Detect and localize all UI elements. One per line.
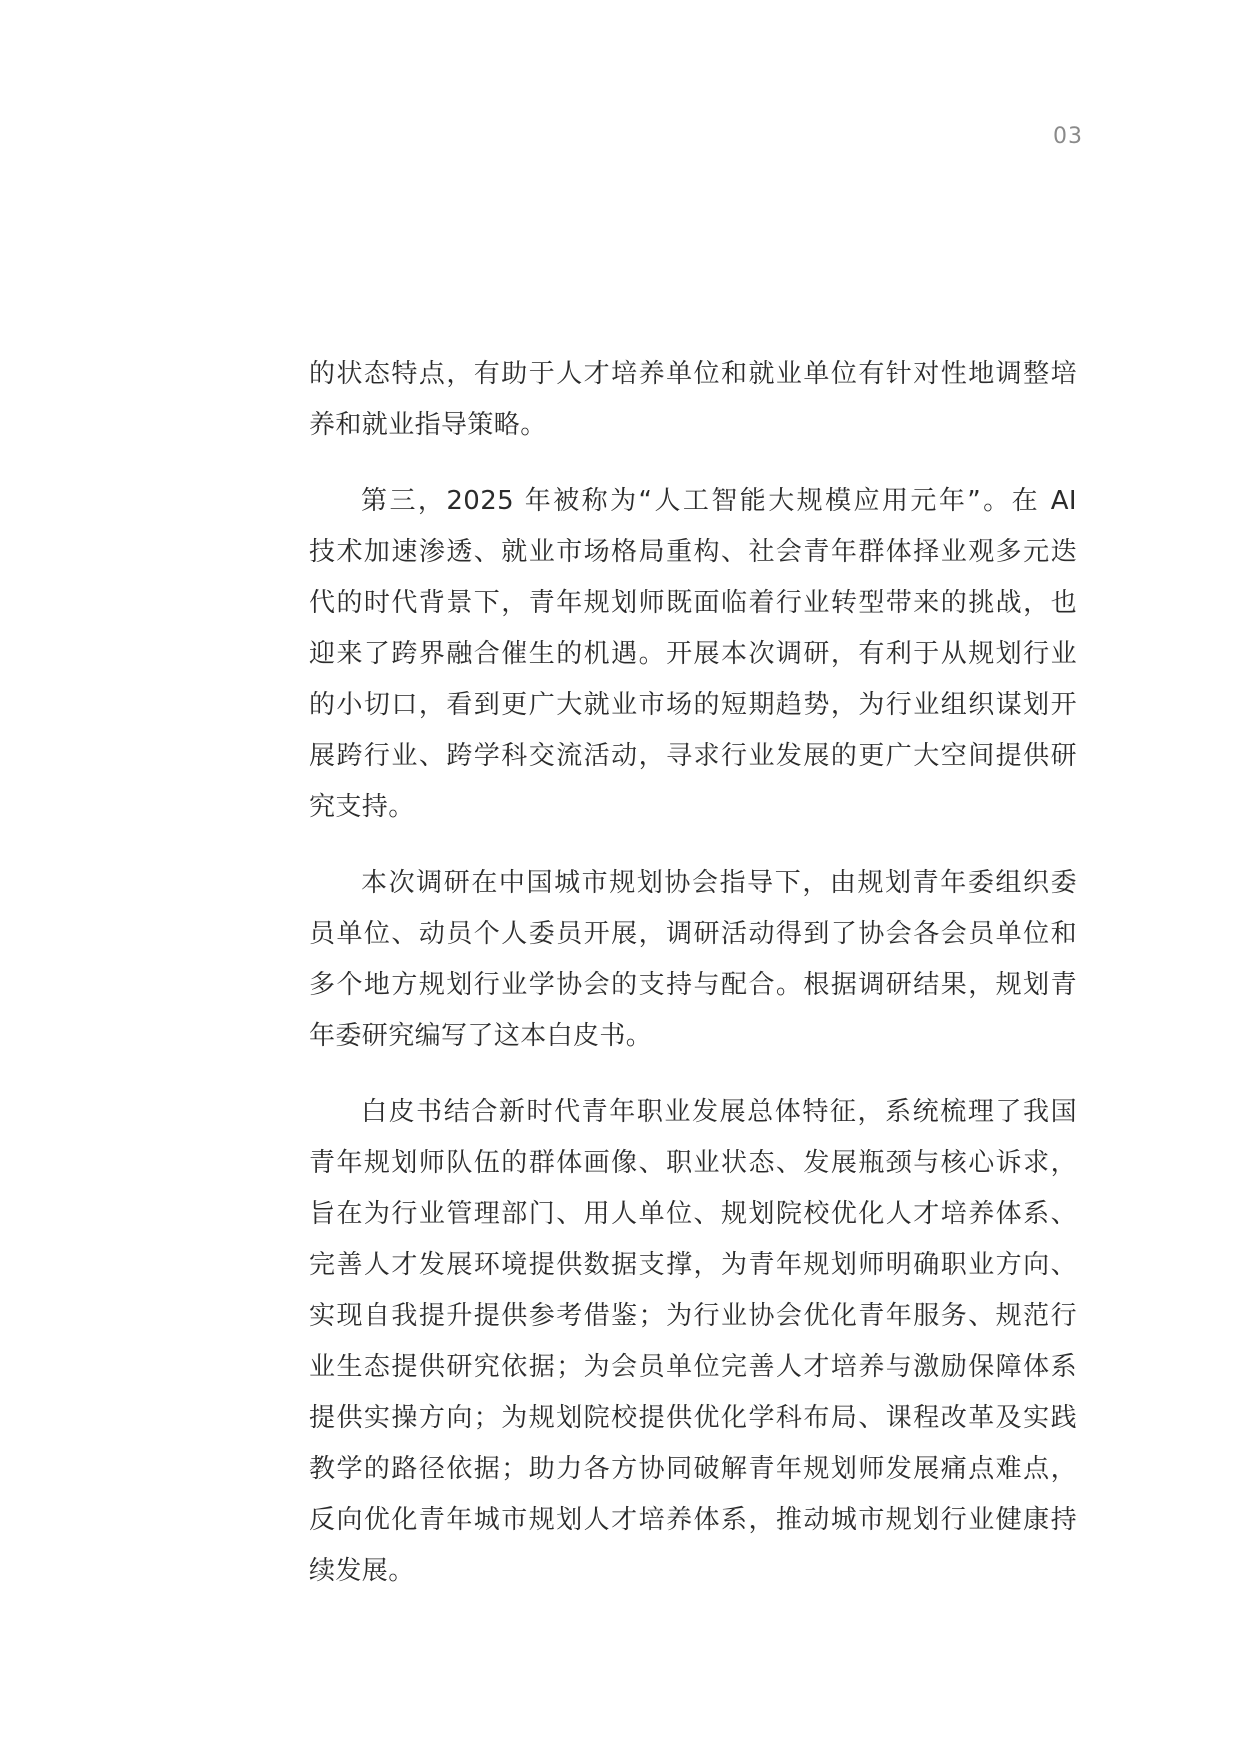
text-line: 实现自我提升提供参考借鉴；为行业协会优化青年服务、规范行 [309, 1301, 1077, 1331]
text-line: 第三，2025 年被称为“人工智能大规模应用元年”。在 AI [361, 486, 1077, 516]
text-line: 青年规划师队伍的群体画像、职业状态、发展瓶颈与核心诉求， [309, 1148, 1077, 1178]
text-line: 白皮书结合新时代青年职业发展总体特征，系统梳理了我国 [361, 1097, 1077, 1127]
body-text [309, 349, 1077, 1622]
text-line: 旨在为行业管理部门、用人单位、规划院校优化人才培养体系、 [309, 1199, 1077, 1229]
page-number: 03 [1053, 124, 1083, 149]
paragraph-survey [309, 858, 1077, 1062]
text-line: 教学的路径依据；助力各方协同破解青年规划师发展痛点难点， [309, 1454, 1077, 1484]
paragraph-continuation [309, 349, 1077, 451]
text-line: 的状态特点，有助于人才培养单位和就业单位有针对性地调整培 [309, 359, 1077, 389]
text-line: 多个地方规划行业学协会的支持与配合。根据调研结果，规划青 [309, 970, 1077, 1000]
text-line: 代的时代背景下，青年规划师既面临着行业转型带来的挑战，也 [309, 588, 1077, 618]
text-line: 提供实操方向；为规划院校提供优化学科布局、课程改革及实践 [309, 1403, 1077, 1433]
paragraph-white-paper [309, 1087, 1077, 1597]
text-line: 完善人才发展环境提供数据支撑，为青年规划师明确职业方向、 [309, 1250, 1077, 1280]
paragraph-third-point [309, 476, 1077, 833]
text-line: 业生态提供研究依据；为会员单位完善人才培养与激励保障体系 [309, 1352, 1077, 1382]
text-line: 续发展。 [309, 1556, 415, 1586]
text-line: 本次调研在中国城市规划协会指导下，由规划青年委组织委 [361, 868, 1077, 898]
text-line: 养和就业指导策略。 [309, 410, 547, 440]
text-line: 反向优化青年城市规划人才培养体系，推动城市规划行业健康持 [309, 1505, 1077, 1535]
text-line: 展跨行业、跨学科交流活动，寻求行业发展的更广大空间提供研 [309, 741, 1077, 771]
text-line: 迎来了跨界融合催生的机遇。开展本次调研，有利于从规划行业 [309, 639, 1077, 669]
text-line: 员单位、动员个人委员开展，调研活动得到了协会各会员单位和 [309, 919, 1077, 949]
text-line: 技术加速渗透、就业市场格局重构、社会青年群体择业观多元迭 [309, 537, 1077, 567]
text-line: 的小切口，看到更广大就业市场的短期趋势，为行业组织谋划开 [309, 690, 1077, 720]
text-line: 年委研究编写了这本白皮书。 [309, 1021, 653, 1051]
text-line: 究支持。 [309, 792, 415, 822]
